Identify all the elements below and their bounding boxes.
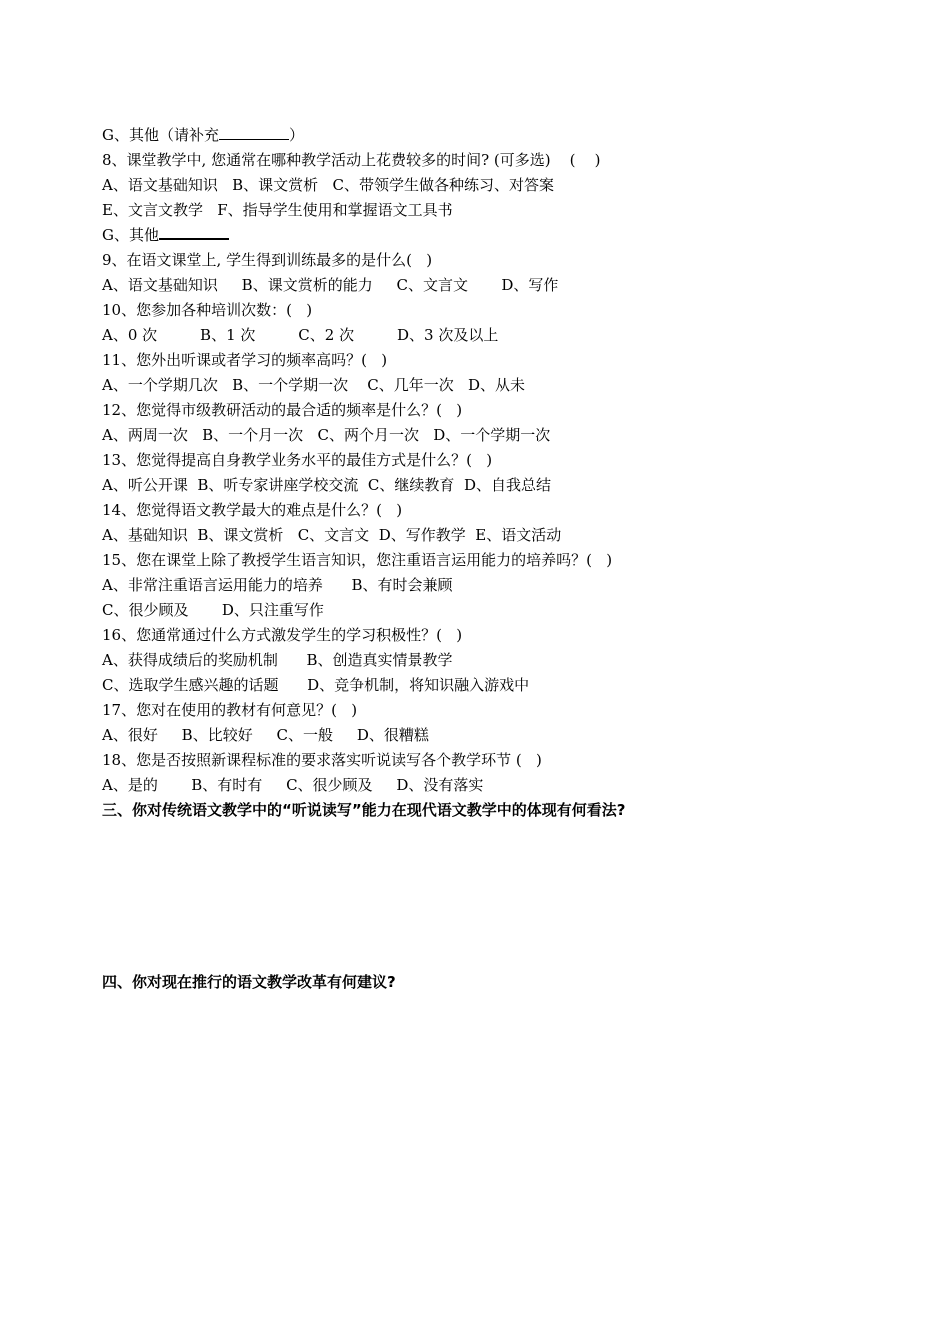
question-11-options: A、一个学期几次 B、一个学期一次 C、几年一次 D、从未 bbox=[102, 376, 526, 394]
question-8-options-e: E、文言文教学 F、指导学生使用和掌握语文工具书 bbox=[102, 201, 453, 219]
option-text: G、其他 bbox=[102, 226, 159, 244]
question-14-options: A、基础知识 B、课文赏析 C、文言文 D、写作教学 E、语文活动 bbox=[102, 526, 562, 544]
question-17: 17、您对在使用的教材有何意见？( ) bbox=[102, 701, 358, 719]
question-18: 18、您是否按照新课程标准的要求落实听说读写各个教学环节 ( ) bbox=[102, 751, 542, 769]
section-4-heading: 四、你对现在推行的语文教学改革有何建议? bbox=[102, 973, 396, 991]
question-15-options-ab: A、非常注重语言运用能力的培养 B、有时会兼顾 bbox=[102, 576, 453, 594]
question-12: 12、您觉得市级教研活动的最合适的频率是什么？( ) bbox=[102, 401, 463, 419]
fill-in-blank[interactable] bbox=[159, 224, 229, 240]
question-15-options-cd: C、很少顾及 D、只注重写作 bbox=[102, 601, 324, 619]
question-16-options-cd: C、选取学生感兴趣的话题 D、竞争机制，将知识融入游戏中 bbox=[102, 676, 530, 694]
section-3-heading: 三、你对传统语文教学中的“听说读写”能力在现代语文教学中的体现有何看法? bbox=[102, 801, 626, 819]
question-8: 8、课堂教学中, 您通常在哪种教学活动上花费较多的时间? (可多选) ( ) bbox=[102, 151, 601, 169]
document-page bbox=[102, 123, 862, 995]
question-13: 13、您觉得提高自身教学业务水平的最佳方式是什么？( ) bbox=[102, 451, 493, 469]
question-15: 15、您在课堂上除了教授学生语言知识，您注重语言运用能力的培养吗？( ) bbox=[102, 551, 613, 569]
answer-space-section-3[interactable] bbox=[102, 823, 862, 970]
question-18-options: A、是的 B、有时有 C、很少顾及 D、没有落实 bbox=[102, 776, 484, 794]
question-14: 14、您觉得语文教学最大的难点是什么？( ) bbox=[102, 501, 403, 519]
question-12-options: A、两周一次 B、一个月一次 C、两个月一次 D、一个学期一次 bbox=[102, 426, 551, 444]
question-16-options-ab: A、获得成绩后的奖励机制 B、创造真实情景教学 bbox=[102, 651, 453, 669]
line-g-other-supplement bbox=[102, 123, 862, 148]
question-11: 11、您外出听课或者学习的频率高吗？( ) bbox=[102, 351, 388, 369]
question-8-option-g bbox=[102, 223, 862, 248]
question-17-options: A、很好 B、比较好 C、一般 D、很糟糕 bbox=[102, 726, 429, 744]
question-10-options: A、0 次 B、1 次 C、2 次 D、3 次及以上 bbox=[102, 326, 499, 344]
option-text: G、其他（请补充 bbox=[102, 126, 219, 144]
question-8-options-a: A、语文基础知识 B、课文赏析 C、带领学生做各种练习、对答案 bbox=[102, 176, 554, 194]
question-16: 16、您通常通过什么方式激发学生的学习积极性？( ) bbox=[102, 626, 463, 644]
question-10: 10、您参加各种培训次数：( ) bbox=[102, 301, 313, 319]
option-text: ） bbox=[288, 126, 304, 144]
question-9: 9、在语文课堂上, 学生得到训练最多的是什么( ) bbox=[102, 251, 433, 269]
fill-in-blank[interactable] bbox=[219, 125, 289, 140]
question-9-options: A、语文基础知识 B、课文赏析的能力 C、文言文 D、写作 bbox=[102, 276, 559, 294]
question-13-options: A、听公开课 B、听专家讲座学校交流 C、继续教育 D、自我总结 bbox=[102, 476, 551, 494]
